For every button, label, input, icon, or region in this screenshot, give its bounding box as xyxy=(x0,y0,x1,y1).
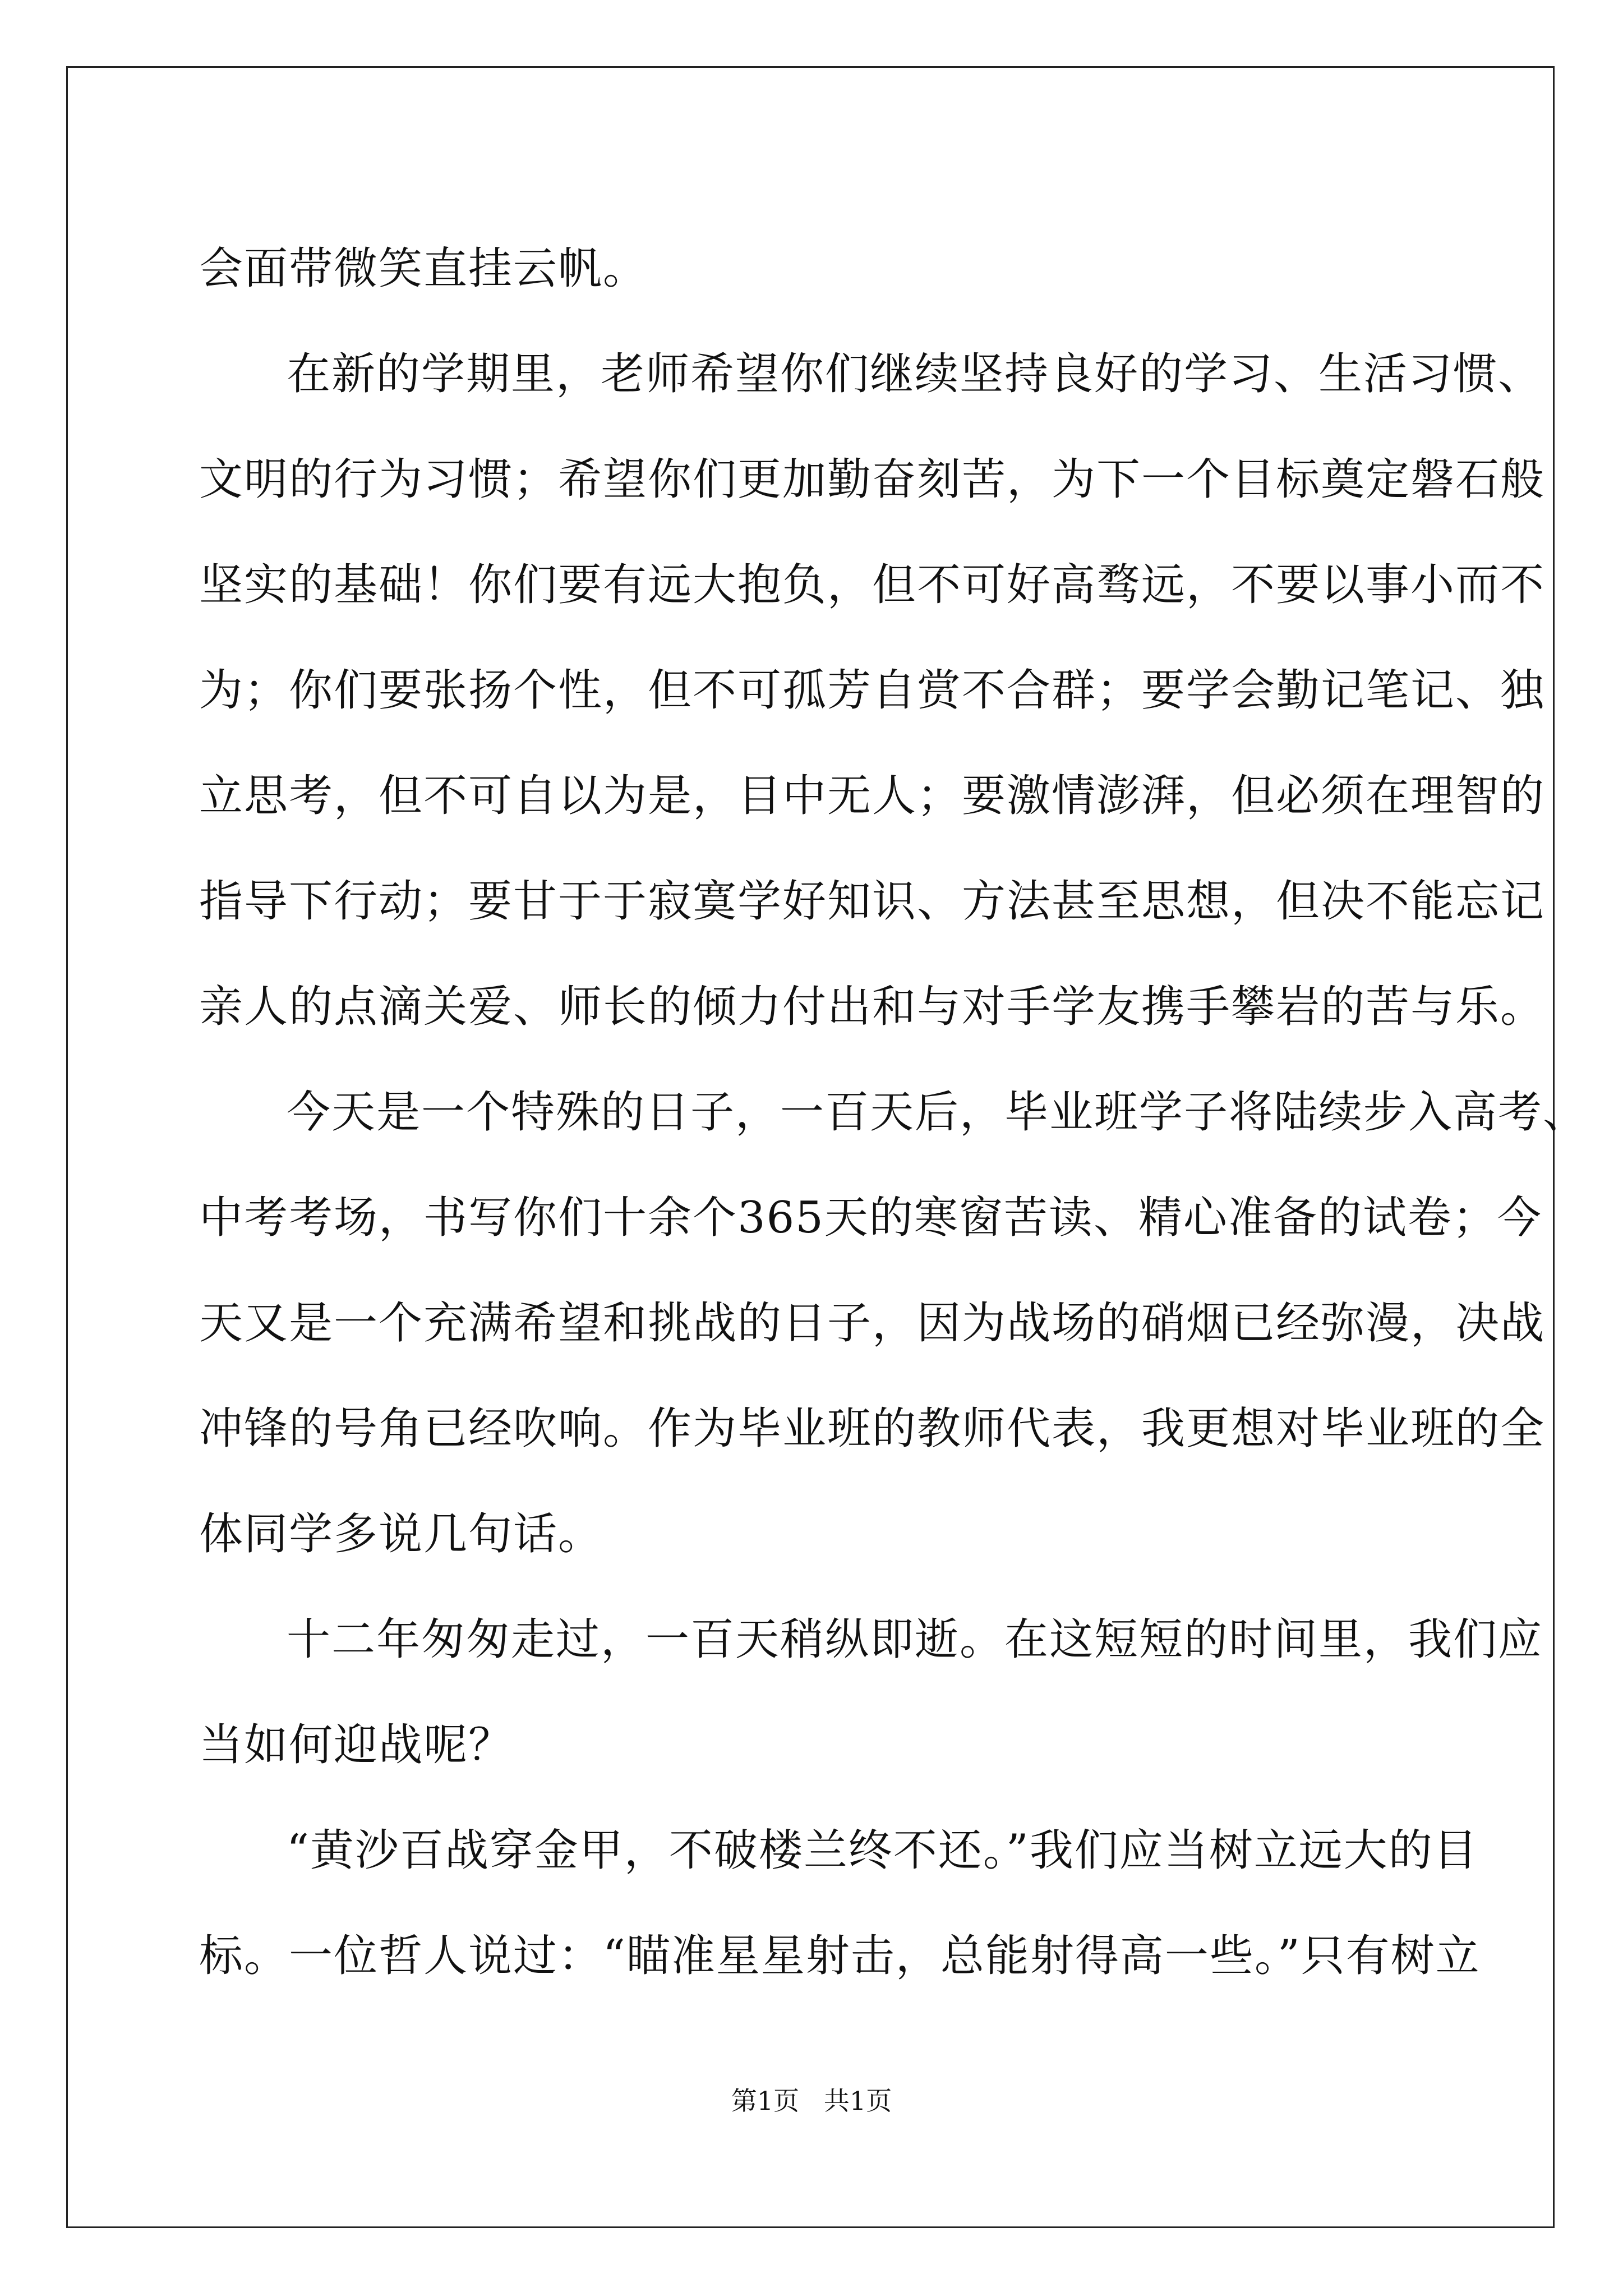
document-body xyxy=(199,216,1588,2009)
text-line: 标。一位哲人说过：“瞄准星星射击，总能射得高一些。”只有树立 xyxy=(199,1931,1481,1981)
text-line: 体同学多说几句话。 xyxy=(199,1509,603,1559)
text-line: 在新的学期里，老师希望你们继续坚持良好的学习、生活习惯、 xyxy=(287,349,1543,399)
text-line: 会面带微笑直挂云帆。 xyxy=(199,243,648,294)
text-line: 天又是一个充满希望和挑战的日子，因为战场的硝烟已经弥漫，决战 xyxy=(199,1298,1546,1349)
page-number-footer: 第1页 共1页 xyxy=(731,2086,892,2116)
text-line: 文明的行为习惯；希望你们更加勤奋刻苦，为下一个目标奠定磐石般 xyxy=(199,454,1546,505)
text-line: 十二年匆匆走过，一百天稍纵即逝。在这短短的时间里，我们应 xyxy=(287,1614,1543,1665)
text-line: 亲人的点滴关爱、师长的倾力付出和与对手学友携手攀岩的苦与乐。 xyxy=(199,982,1546,1032)
text-line: “黄沙百战穿金甲，不破楼兰终不还。”我们应当树立远大的目 xyxy=(287,1825,1478,1876)
text-line: 今天是一个特殊的日子，一百天后，毕业班学子将陆续步入高考、 xyxy=(287,1087,1588,1138)
text-line: 为；你们要张扬个性，但不可孤芳自赏不合群；要学会勤记笔记、独 xyxy=(199,665,1546,716)
text-line: 立思考，但不可自以为是，目中无人；要激情澎湃，但必须在理智的 xyxy=(199,771,1546,821)
text-line: 坚实的基础！你们要有远大抱负，但不可好高骛远，不要以事小而不 xyxy=(199,560,1546,610)
text-line: 当如何迎战呢？ xyxy=(199,1720,514,1770)
text-line: 指导下行动；要甘于于寂寞学好知识、方法甚至思想，但决不能忘记 xyxy=(199,876,1546,927)
text-line: 冲锋的号角已经吹响。作为毕业班的教师代表，我更想对毕业班的全 xyxy=(199,1404,1546,1454)
text-line: 中考考场，书写你们十余个365天的寒窗苦读、精心准备的试卷；今 xyxy=(199,1193,1542,1243)
